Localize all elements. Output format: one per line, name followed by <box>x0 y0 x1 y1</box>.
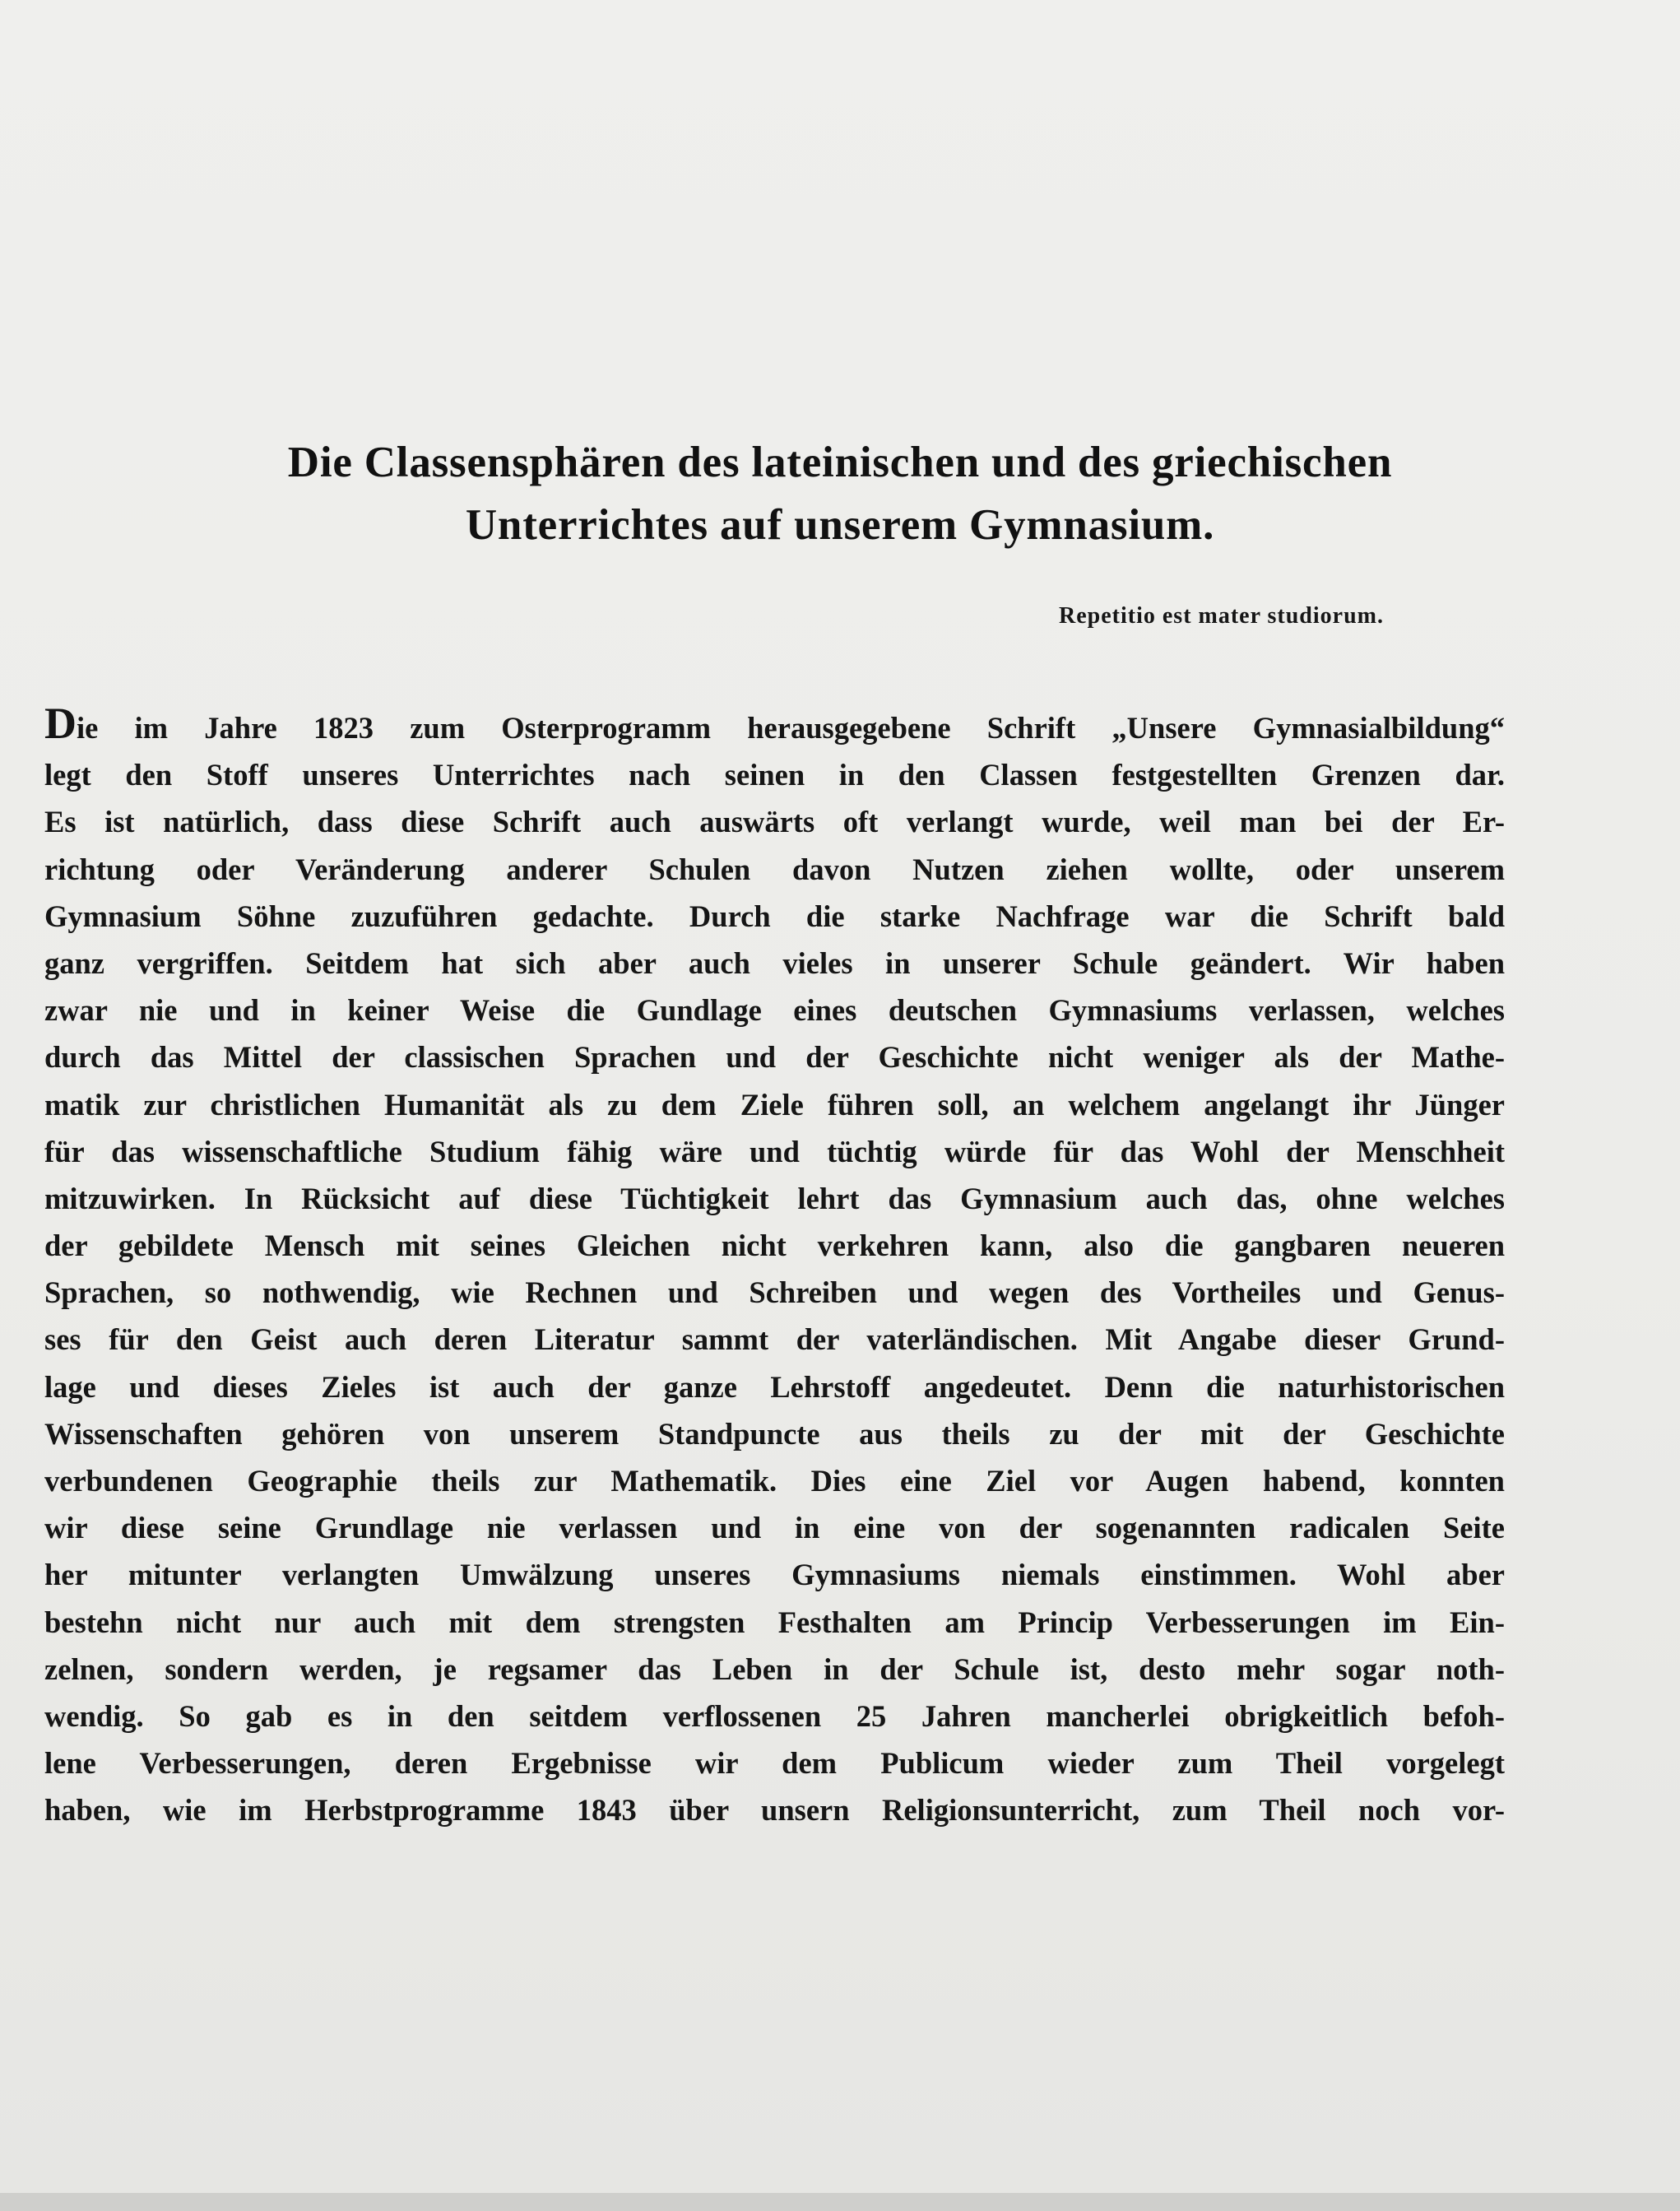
body-line: bestehn nicht nur auch mit dem strengsten Festhalten am Princip Verbesserungen im Ein- <box>44 1605 1505 1639</box>
body-line: Gymnasium Söhne zuzuführen gedachte. Durch die starke Nachfrage war die Schrift bald <box>44 899 1505 933</box>
body-line: verbundenen Geographie theils zur Mathematik. Dies eine Ziel vor Augen habend, konnten <box>44 1464 1505 1498</box>
page-bottom-edge <box>0 2193 1680 2211</box>
epigraph: Repetitio est mater studiorum. <box>1059 603 1384 629</box>
body-line: wendig. So gab es in den seitdem verflossenen 25 Jahren mancherlei obrigkeitlich befoh- <box>44 1698 1505 1733</box>
body-line: matik zur christlichen Humanität als zu dem Ziele führen soll, an welchem angelangt ihr Jünger <box>44 1087 1505 1122</box>
body-text <box>44 699 1505 1834</box>
body-line: Sprachen, so nothwendig, wie Rechnen und Schreiben und wegen des Vortheiles und Genus- <box>44 1275 1505 1310</box>
body-line: legt den Stoff unseres Unterrichtes nach seinen in den Classen festgestellten Grenzen dar. <box>44 758 1505 792</box>
body-line: wir diese seine Grundlage nie verlassen und in eine von der sogenannten radicalen Seite <box>44 1511 1505 1545</box>
title-line-2: Unterrichtes auf unserem Gymnasium. <box>465 500 1215 549</box>
body-line: ses für den Geist auch deren Literatur sammt der vaterländischen. Mit Angabe dieser Grund- <box>44 1322 1505 1357</box>
body-line: durch das Mittel der classischen Sprachen und der Geschichte nicht weniger als der Mathe- <box>44 1040 1505 1075</box>
body-line: Wissenschaften gehören von unserem Standpuncte aus theils zu der mit der Geschichte <box>44 1416 1505 1451</box>
body-line: zwar nie und in keiner Weise die Gundlage eines deutschen Gymnasiums verlassen, welches <box>44 993 1505 1028</box>
body-line: haben, wie im Herbstprogramme 1843 über unsern Religionsunterricht, zum Theil noch vor- <box>44 1793 1505 1828</box>
body-line: zelnen, sondern werden, je regsamer das Leben in der Schule ist, desto mehr sogar noth- <box>44 1651 1505 1686</box>
body-line: lage und dieses Zieles ist auch der ganze Lehrstoff angedeutet. Denn die naturhistorischen <box>44 1369 1505 1404</box>
body-line: her mitunter verlangten Umwälzung unseres Gymnasiums niemals einstimmen. Wohl aber <box>44 1558 1505 1592</box>
body-line: für das wissenschaftliche Studium fähig wäre und tüchtig würde für das Wohl der Menschheit <box>44 1134 1505 1168</box>
body-line: der gebildete Mensch mit seines Gleichen nicht verkehren kann, also die gangbaren neueren <box>44 1229 1505 1263</box>
body-line-text: ie im Jahre 1823 zum Osterprogramm herausgegebene Schrift „Unsere Gymnasialbildung“ <box>77 711 1505 745</box>
body-line: Es ist natürlich, dass diese Schrift auch auswärts oft verlangt wurde, weil man bei der Er- <box>44 805 1505 839</box>
page-title <box>49 431 1631 556</box>
initial-letter: D <box>44 699 77 748</box>
body-line: ganz vergriffen. Seitdem hat sich aber auch vieles in unserer Schule geändert. Wir haben <box>44 945 1505 980</box>
show-through-background <box>33 165 1645 313</box>
title-line-1: Die Classensphären des lateinischen und des griechischen <box>287 438 1393 486</box>
body-line: richtung oder Veränderung anderer Schulen davon Nutzen ziehen wollte, oder unserem <box>44 852 1505 886</box>
body-line: lene Verbesserungen, deren Ergebnisse wir dem Publicum wieder zum Theil vorgelegt <box>44 1746 1505 1781</box>
body-line <box>44 699 1505 751</box>
body-line: mitzuwirken. In Rücksicht auf diese Tüchtigkeit lehrt das Gymnasium auch das, ohne welches <box>44 1181 1505 1215</box>
